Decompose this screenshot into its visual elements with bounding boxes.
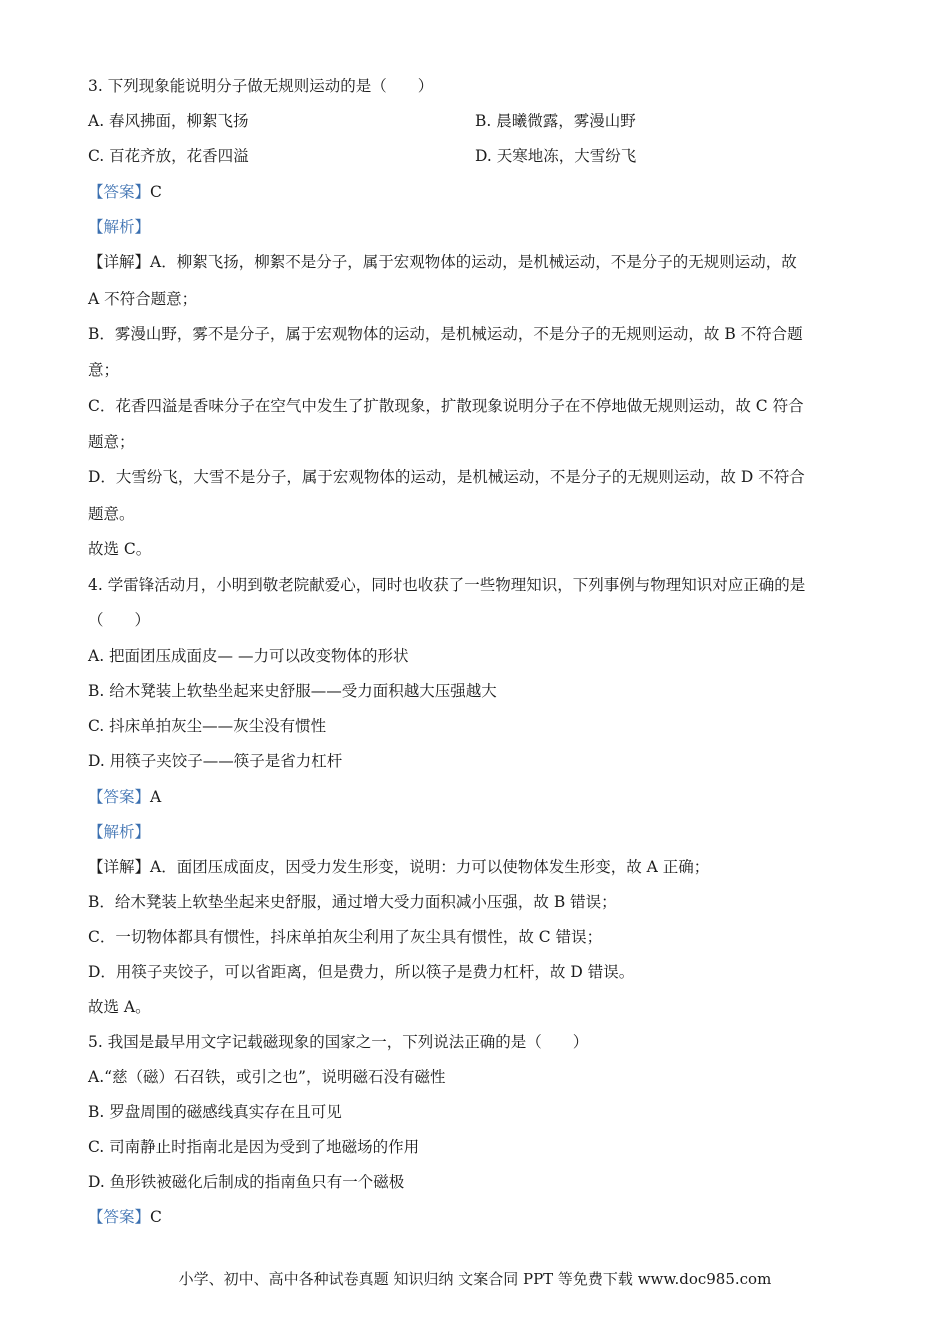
q3-detail-line-7: D．大雪纷飞，大雪不是分子，属于宏观物体的运动，是机械运动，不是分子的无规则运动，故 D 不符合: [88, 468, 805, 486]
q4-conclusion: 故选 A。: [88, 998, 151, 1016]
page-footer: 小学、初中、高中各种试卷真题 知识归纳 文案合同 PPT 等免费下载 www.doc985.com: [178, 1270, 772, 1288]
q5-option-a: A.“慈（磁）石召铁，或引之也”，说明磁石没有磁性: [88, 1068, 446, 1086]
answer-tag: 【答案】: [88, 788, 151, 806]
q4-answer: [88, 786, 863, 808]
detail-tag: 【详解】: [88, 253, 151, 271]
q3-conclusion: 故选 C。: [88, 540, 152, 558]
q3-detail-line-6: 题意；: [88, 433, 135, 451]
q3-options-row1: [88, 110, 863, 132]
q4-stem-line-1: 4. 学雷锋活动月，小明到敬老院献爱心，同时也收获了一些物理知识，下列事例与物理知识对应正确的是: [88, 576, 806, 594]
q3-option-d: D. 天寒地冻，大雪纷飞: [475, 147, 637, 165]
q3-analysis-tag: 【解析】: [88, 218, 151, 236]
detail-tag: 【详解】: [88, 858, 151, 876]
q5-stem: 5. 我国是最早用文字记载磁现象的国家之一，下列说法正确的是（ ）: [88, 1033, 589, 1051]
q3-detail-line-8: 题意。: [88, 505, 135, 523]
q4-detail-line-2: B．给木凳装上软垫坐起来史舒服，通过增大受力面积减小压强，故 B 错误；: [88, 893, 617, 911]
answer-tag: 【答案】: [88, 1208, 151, 1226]
q3-detail-line-5: C．花香四溢是香味分子在空气中发生了扩散现象，扩散现象说明分子在不停地做无规则运动，故 C 符合: [88, 397, 804, 415]
q4-option-d: D. 用筷子夹饺子——筷子是省力杠杆: [88, 752, 343, 770]
answer-value: A: [150, 788, 162, 806]
q3-option-a: A. 春风拂面，柳絮飞扬: [88, 112, 249, 130]
q4-option-a: A. 把面团压成面皮— —力可以改变物体的形状: [88, 647, 409, 665]
answer-value: C: [150, 183, 162, 201]
detail-text: A．柳絮飞扬，柳絮不是分子，属于宏观物体的运动，是机械运动，不是分子的无规则运动，故: [150, 253, 797, 271]
q5-option-d: D. 鱼形铁被磁化后制成的指南鱼只有一个磁极: [88, 1173, 405, 1191]
q3-answer: [88, 181, 863, 203]
q3-detail-line-3: B．雾漫山野，雾不是分子，属于宏观物体的运动，是机械运动，不是分子的无规则运动，故 B 不符合题: [88, 325, 803, 343]
q3-options-row2: [88, 145, 863, 167]
q3-detail-line-1: [88, 251, 863, 273]
detail-text: A．面团压成面皮，因受力发生形变，说明：力可以使物体发生形变，故 A 正确；: [150, 858, 710, 876]
q5-answer: [88, 1206, 863, 1228]
q5-option-c: C. 司南静止时指南北是因为受到了地磁场的作用: [88, 1138, 420, 1156]
q3-option-c: C. 百花齐放，花香四溢: [88, 147, 249, 165]
q5-option-b: B. 罗盘周围的磁感线真实存在且可见: [88, 1103, 342, 1121]
q3-detail-line-2: A 不符合题意；: [88, 290, 198, 308]
q3-detail-line-4: 意；: [88, 361, 120, 379]
q4-detail-line-1: [88, 856, 863, 878]
q4-stem-line-2: （ ）: [88, 611, 151, 629]
q4-option-c: C. 抖床单拍灰尘——灰尘没有惯性: [88, 717, 327, 735]
q4-analysis-tag: 【解析】: [88, 823, 151, 841]
answer-tag: 【答案】: [88, 183, 151, 201]
answer-value: C: [150, 1208, 162, 1226]
q4-option-b: B. 给木凳装上软垫坐起来史舒服——受力面积越大压强越大: [88, 682, 497, 700]
q3-stem: 3. 下列现象能说明分子做无规则运动的是（ ）: [88, 77, 434, 95]
q4-detail-line-3: C．一切物体都具有惯性，抖床单拍灰尘利用了灰尘具有惯性，故 C 错误；: [88, 928, 603, 946]
q3-option-b: B. 晨曦微露，雾漫山野: [475, 112, 636, 130]
q4-detail-line-4: D．用筷子夹饺子，可以省距离，但是费力，所以筷子是费力杠杆，故 D 错误。: [88, 963, 635, 981]
